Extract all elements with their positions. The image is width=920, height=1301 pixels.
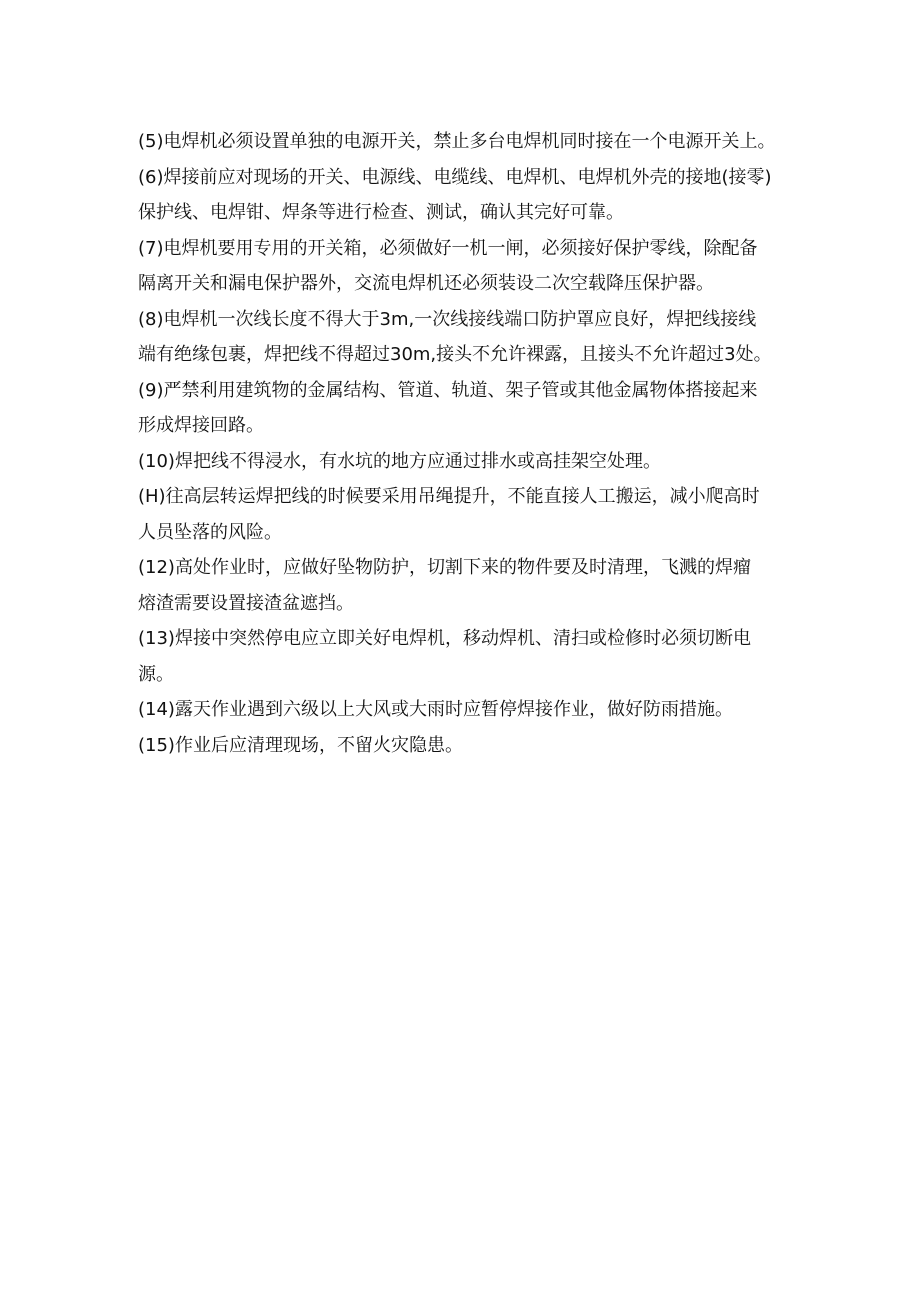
list-item-12: (12)高处作业时，应做好坠物防护，切割下来的物件要及时清理，飞溅的焊瘤 熔渣需要设置接渣盆遮挡。 [138, 557, 751, 614]
list-item-14: (14)露天作业遇到六级以上大风或大雨时应暂停焊接作业，做好防雨措施。 [138, 699, 733, 720]
list-item-15: (15)作业后应清理现场，不留火灾隐患。 [138, 734, 463, 756]
list-item-10: (10)焊把线不得浸水，有水坑的地方应通过排水或高挂架空处理。 [138, 450, 661, 472]
list-item-5: (5)电焊机必须设置单独的电源开关，禁止多台电焊机同时接在一个电源开关上。 [138, 131, 776, 152]
list-item-8: (8)电焊机一次线长度不得大于3m,一次线接线端口防护罩应良好，焊把线接线 端有绝缘包裹，焊把线不得超过30m,接头不允许裸露，且接头不允许超过3处。 [138, 308, 772, 365]
document-content [138, 124, 803, 763]
list-item-11: (H)往高层转运焊把线的时候要采用吊绳提升，不能直接人工搬运，减小爬高时 人员坠落的风险。 [138, 486, 760, 543]
list-item-7: (7)电焊机要用专用的开关箱，必须做好一机一闸，必须接好保护零线，除配备 隔离开关和漏电保护器外，交流电焊机还必须装设二次空载降压保护器。 [138, 237, 758, 294]
list-item-9: (9)严禁利用建筑物的金属结构、管道、轨道、架子管或其他金属物体搭接起来 形成焊接回路。 [138, 379, 758, 436]
list-item-13: (13)焊接中突然停电应立即关好电焊机，移动焊机、清扫或检修时必须切断电 源。 [138, 628, 751, 685]
list-item-6: (6)焊接前应对现场的开关、电源线、电缆线、电焊机、电焊机外壳的接地(接零) 保护线、电焊钳、焊条等进行检查、测试，确认其完好可靠。 [138, 166, 772, 223]
